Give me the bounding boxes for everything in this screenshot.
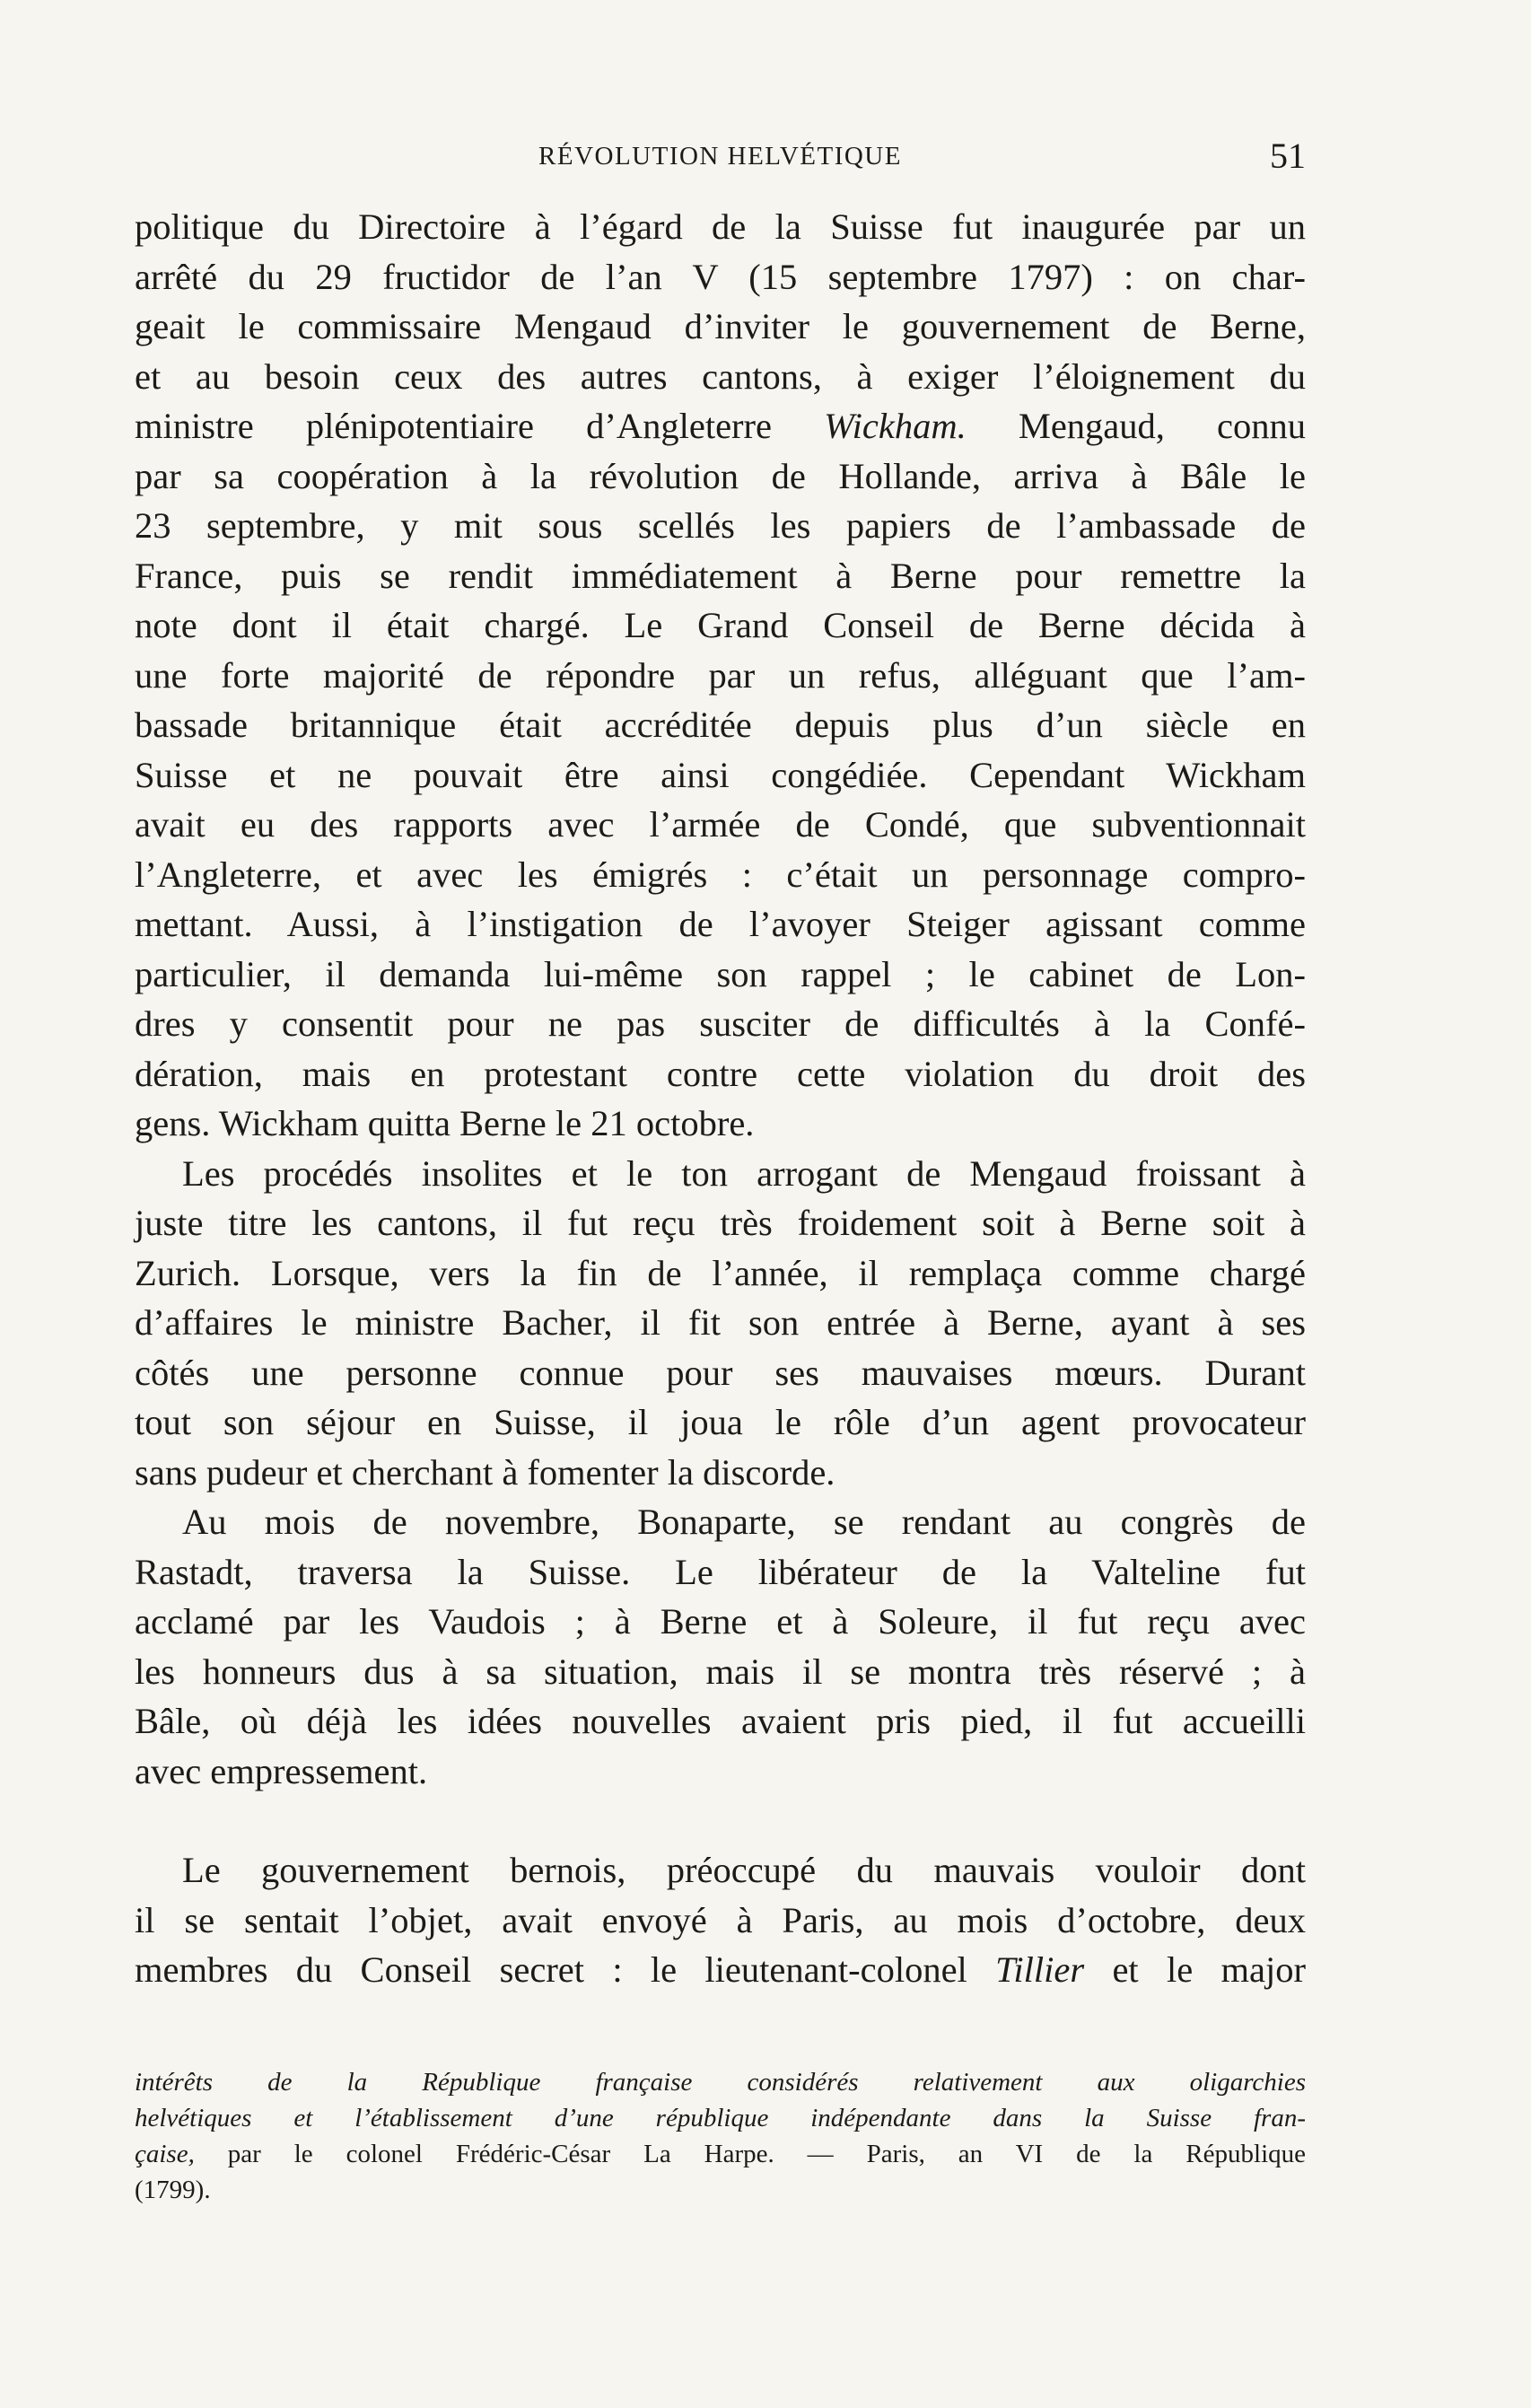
text-line: France, puis se rendit immédiatement à Berne pour remettre la [135, 555, 1306, 596]
footnote [135, 2064, 1306, 2208]
text-line: Zurich. Lorsque, vers la fin de l’année, il remplaça comme chargé [135, 1252, 1306, 1293]
text-line: côtés une personne connue pour ses mauvaises mœurs. Durant [135, 1352, 1306, 1393]
text-segment: et le major [1084, 1949, 1306, 1990]
text-line: Le gouvernement bernois, préoccupé du mauvais vouloir dont [182, 1850, 1306, 1890]
footnote-segment: par le colonel Frédéric-César La Harpe. — Paris, an VI de la République [194, 2140, 1306, 2168]
text-line: mettant. Aussi, à l’instigation de l’avoyer Steiger agissant comme [135, 904, 1306, 944]
page-header [135, 135, 1306, 180]
footnote-line: (1799). [135, 2176, 211, 2204]
page-number: 51 [1270, 136, 1306, 176]
text-segment: Mengaud, connu [966, 406, 1306, 446]
text-line [135, 1945, 1306, 1995]
text-line: tout son séjour en Suisse, il joua le rôle d’un agent provocateur [135, 1402, 1306, 1442]
text-segment: ministre plénipotentiaire d’Angleterre [135, 406, 825, 446]
body-text [135, 202, 1306, 1995]
text-line: l’Angleterre, et avec les émigrés : c’était un personnage compro- [135, 854, 1306, 895]
text-line: acclamé par les Vaudois ; à Berne et à Soleure, il fut reçu avec [135, 1601, 1306, 1642]
text-line: les honneurs dus à sa situation, mais il se montra très réservé ; à [135, 1651, 1306, 1692]
text-line: bassade britannique était accréditée depuis plus d’un siècle en [135, 705, 1306, 745]
text-line: particulier, il demanda lui-même son rappel ; le cabinet de Lon- [135, 953, 1306, 994]
text-line: geait le commissaire Mengaud d’inviter le gouvernement de Berne, [135, 306, 1306, 346]
text-line: Rastadt, traversa la Suisse. Le libérateur de la Valteline fut [135, 1551, 1306, 1592]
text-line: juste titre les cantons, il fut reçu très froidement soit à Berne soit à [135, 1203, 1306, 1243]
italic-name-tillier: Tillier [995, 1949, 1085, 1990]
text-line: 23 septembre, y mit sous scellés les papiers de l’ambassade de [135, 505, 1306, 546]
text-line: gens. Wickham quitta Berne le 21 octobre. [135, 1103, 755, 1143]
text-line: dération, mais en protestant contre cette violation du droit des [135, 1053, 1306, 1094]
text-line: note dont il était chargé. Le Grand Conseil de Berne décida à [135, 605, 1306, 645]
footnote-italic-segment: çaise, [135, 2140, 195, 2168]
text-line: Les procédés insolites et le ton arrogant de Mengaud froissant à [182, 1152, 1306, 1194]
section-gap [135, 1796, 1306, 1845]
text-line [135, 401, 1306, 451]
italic-name-wickham: Wickham. [824, 406, 967, 446]
text-line: et au besoin ceux des autres cantons, à exiger l’éloignement du [135, 355, 1306, 397]
text-line: Suisse et ne pouvait être ainsi congédiée. Cependant Wickham [135, 754, 1306, 795]
text-line: par sa coopération à la révolution de Hollande, arriva à Bâle le [135, 455, 1306, 496]
footnote-line [135, 2136, 1306, 2172]
text-line: politique du Directoire à l’égard de la Suisse fut inaugurée par un [135, 206, 1306, 247]
text-line: avec empressement. [135, 1750, 428, 1791]
text-line: arrêté du 29 fructidor de l’an V (15 septembre 1797) : on char- [135, 256, 1306, 297]
text-segment: membres du Conseil secret : le lieutenant-colonel [135, 1949, 996, 1990]
text-line: sans pudeur et cherchant à fomenter la discorde. [135, 1451, 835, 1493]
text-line: il se sentait l’objet, avait envoyé à Paris, au mois d’octobre, deux [135, 1899, 1306, 1940]
text-line: Au mois de novembre, Bonaparte, se rendant au congrès de [182, 1502, 1306, 1542]
text-line: une forte majorité de répondre par un refus, alléguant que l’am- [135, 654, 1306, 696]
footnote-line: intérêts de la République française considérés relativement aux oligarchies [135, 2068, 1306, 2097]
text-line: avait eu des rapports avec l’armée de Condé, que subventionnait [135, 804, 1306, 845]
text-line: Bâle, où déjà les idées nouvelles avaient pris pied, il fut accueilli [135, 1701, 1306, 1741]
footnote-line: helvétiques et l’établissement d’une république indépendante dans la Suisse fran- [135, 2104, 1306, 2132]
text-line: dres y consentit pour ne pas susciter de difficultés à la Confé- [135, 1003, 1306, 1044]
text-line: d’affaires le ministre Bacher, il fit son entrée à Berne, ayant à ses [135, 1302, 1306, 1343]
running-title: RÉVOLUTION HELVÉTIQUE [538, 142, 902, 171]
